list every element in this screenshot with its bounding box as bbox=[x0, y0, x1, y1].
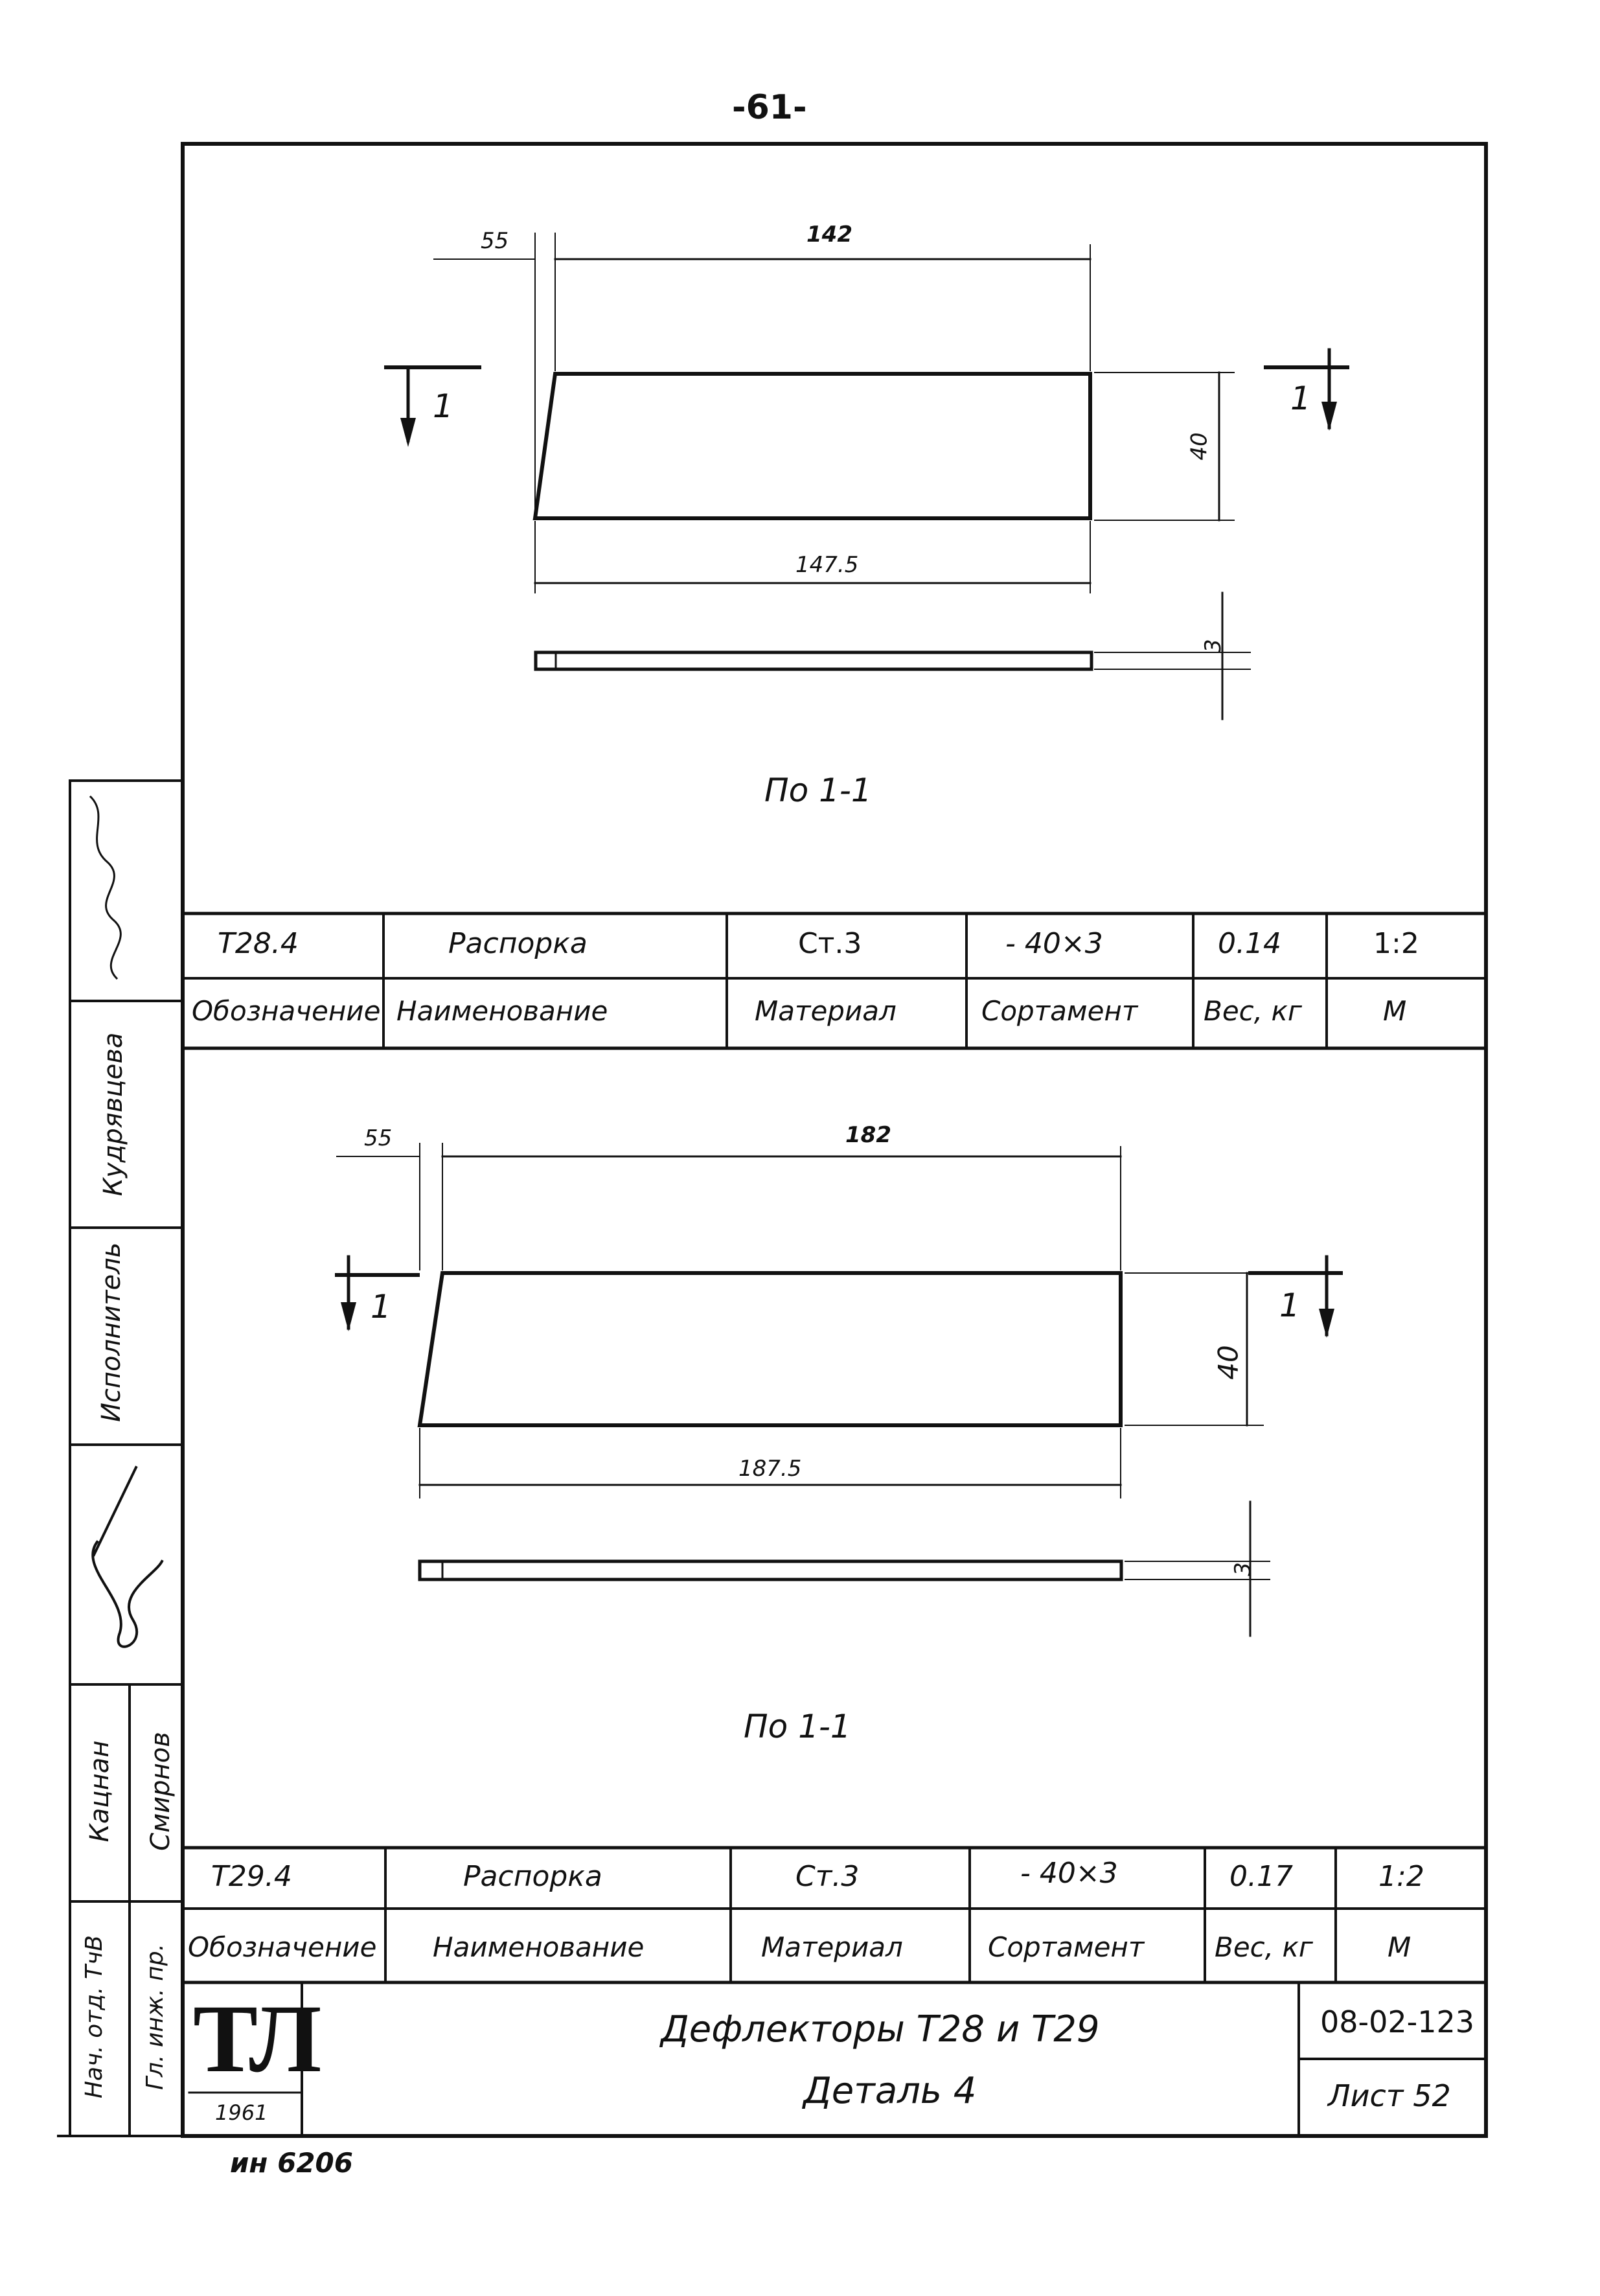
dim-offset-top: 55 bbox=[481, 228, 509, 254]
dim-height-top: 40 bbox=[1186, 432, 1213, 461]
name-cell-top: Распорка bbox=[448, 927, 588, 960]
role-group-head: Гл. инж. пр. bbox=[142, 1943, 168, 2091]
part-edge-view-top bbox=[536, 652, 1091, 669]
signature-top bbox=[91, 797, 120, 978]
designation-cell-top: Т28.4 bbox=[218, 927, 299, 960]
name-cell-bottom: Распорка bbox=[463, 1860, 602, 1893]
header-material-bottom: Материал bbox=[761, 1931, 903, 1963]
part-outline-bottom bbox=[420, 1273, 1121, 1425]
title-line-1: Дефлекторы Т28 и Т29 bbox=[661, 2008, 1100, 2050]
weight-cell-bottom: 0.17 bbox=[1229, 1860, 1293, 1893]
section-label-bottom: По 1-1 bbox=[744, 1708, 851, 1745]
doc-code: 08-02-123 bbox=[1320, 2004, 1475, 2039]
material-cell-top: Ст.3 bbox=[798, 927, 862, 960]
profile-cell-top: - 40×3 bbox=[1005, 927, 1103, 960]
sheet-number: Лист 52 bbox=[1328, 2078, 1451, 2113]
role-executor: Исполнитель bbox=[97, 1242, 126, 1422]
header-weight-bottom: Вес, кг bbox=[1215, 1931, 1313, 1963]
year: 1961 bbox=[215, 2100, 268, 2125]
weight-cell-top: 0.14 bbox=[1218, 927, 1281, 960]
dim-top-length-top: 142 bbox=[806, 222, 852, 247]
header-scale-bottom: М bbox=[1388, 1931, 1411, 1963]
header-designation-bottom: Обозначение bbox=[188, 1931, 377, 1963]
part-outline-top bbox=[535, 374, 1090, 518]
section-mark-bottom-right: 1 bbox=[1279, 1287, 1300, 1324]
signature-bottom bbox=[93, 1467, 162, 1647]
scale-cell-bottom: 1:2 bbox=[1378, 1860, 1424, 1893]
section-mark-bottom-left: 1 bbox=[371, 1288, 391, 1326]
header-material-top: Материал bbox=[755, 995, 897, 1027]
dim-thickness-bottom: 3 bbox=[1229, 1562, 1256, 1576]
header-name-top: Наименование bbox=[396, 995, 608, 1027]
part-edge-view-bottom bbox=[420, 1561, 1121, 1579]
section-mark-top-left: 1 bbox=[433, 387, 453, 425]
name-kaunan: Кацнан bbox=[85, 1740, 115, 1843]
name-smirnov: Смирнов bbox=[146, 1732, 176, 1851]
header-profile-bottom: Сортамент bbox=[988, 1931, 1145, 1963]
logo: ТЛ bbox=[193, 1985, 318, 2093]
profile-cell-bottom: - 40×3 bbox=[1020, 1857, 1118, 1890]
title-line-2: Деталь 4 bbox=[803, 2070, 977, 2112]
header-profile-top: Сортамент bbox=[981, 995, 1138, 1027]
section-mark-top-right: 1 bbox=[1290, 380, 1311, 417]
name-kudryavtseva: Кудрявцева bbox=[98, 1032, 128, 1197]
inventory-number: ин 6206 bbox=[230, 2147, 353, 2179]
scale-cell-top: 1:2 bbox=[1373, 927, 1419, 960]
dim-bottom-length-top: 147.5 bbox=[795, 552, 859, 578]
dim-top-length-bottom: 182 bbox=[845, 1122, 891, 1148]
header-name-bottom: Наименование bbox=[433, 1931, 645, 1963]
dim-thickness-top: 3 bbox=[1200, 639, 1226, 653]
dim-height-bottom: 40 bbox=[1212, 1345, 1244, 1380]
header-scale-top: М bbox=[1383, 995, 1407, 1027]
section-label-top: По 1-1 bbox=[764, 772, 872, 809]
role-dept-head: Нач. отд. ТчВ bbox=[81, 1934, 108, 2099]
material-cell-bottom: Ст.3 bbox=[795, 1860, 860, 1893]
header-weight-top: Вес, кг bbox=[1204, 995, 1302, 1027]
dim-bottom-length-bottom: 187.5 bbox=[738, 1456, 802, 1482]
designation-cell-bottom: Т29.4 bbox=[211, 1860, 292, 1893]
dim-offset-bottom: 55 bbox=[364, 1125, 393, 1151]
page-number: -61- bbox=[732, 88, 807, 127]
header-designation-top: Обозначение bbox=[192, 995, 381, 1027]
